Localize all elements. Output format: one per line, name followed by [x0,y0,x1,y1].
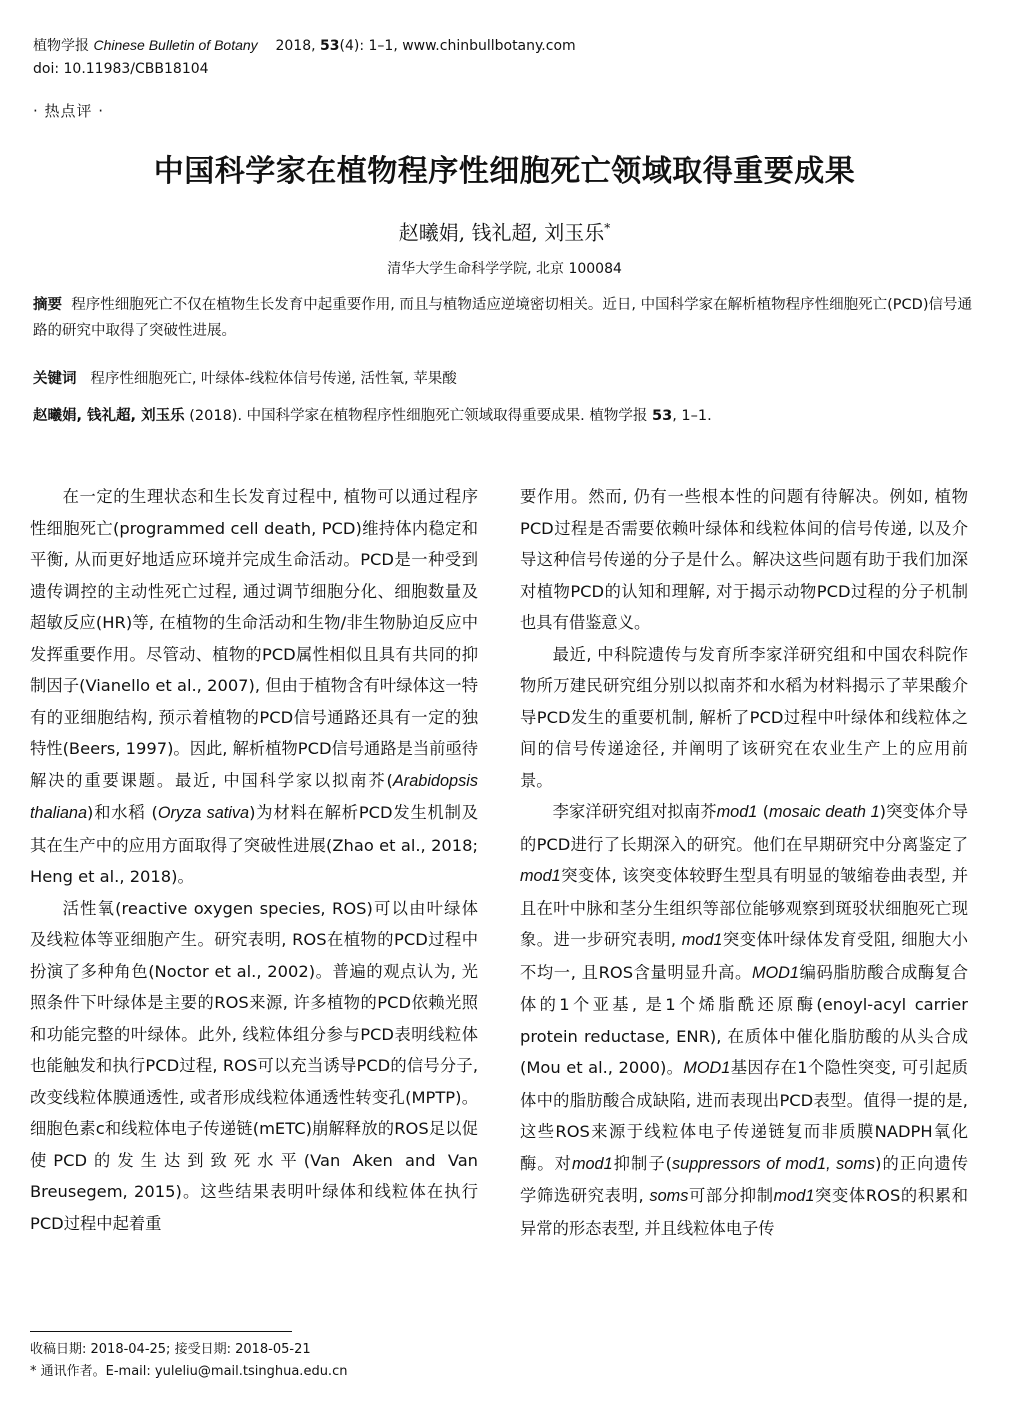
text-run: ( [757,802,769,821]
text-run: 可部分抑制 [688,1186,774,1205]
journal-name-cn: 植物学报 [33,38,89,54]
gene-name: mod1 [571,1154,613,1173]
journal-volume: 53 [320,38,340,54]
paragraph: 最近, 中科院遗传与发育所李家洋研究组和中国农科院作物所万建民研究组分别以拟南芥和水稻为材料揭示了苹果酸介导PCD发生的重要机制, 解析了PCD过程中叶绿体和线粒体之间的信号传递途径, 并阐明了该研究在农业生产上的应用前景。 [520,644,968,790]
authors [0,214,1009,247]
body-column-left [30,481,478,1239]
doi: doi: 10.11983/CBB18104 [33,61,209,77]
keywords-label: 关键词 [33,371,77,387]
gene-name: mod1 [716,803,758,821]
journal-issue-pages: (4): 1–1, www.chinbullbotany.com [339,38,576,54]
section-label: · 热点评 · [33,102,105,120]
abstract-text: 程序性细胞死亡不仅在植物生长发育中起重要作用, 而且与植物适应逆境密切相关。近日, 中国科学家在解析植物程序性细胞死亡(PCD)信号通路的研究中取得了突破性进展。 [33,297,972,339]
citation-volume: 53 [652,408,673,424]
corresponding-mark: * [604,221,611,235]
affiliation: 清华大学生命科学学院, 北京 100084 [387,261,622,277]
gene-name: mosaic death 1 [768,803,880,821]
gene-name: mod1 [773,1187,815,1205]
text-run: 突变体叶绿体发育受阻, 细胞大小不均一, 且ROS含量明显升高。 [520,930,968,982]
text-run: 抑制子( [612,1153,672,1173]
citation [33,403,973,429]
gene-name: soms [649,1187,689,1205]
paragraph: 要作用。然而, 仍有一些根本性的问题有待解决。例如, 植物PCD过程是否需要依赖叶绿体和线粒体间的信号传递, 以及介导这种信号传递的分子是什么。解决这些问题有助于我们加深对植物PCD的认知和理解, 对于揭示动物PCD过程的分子机制也具有借鉴意义。 [520,487,968,632]
text-run: )为材料在解析PCD发生机制及其在生产中的应用方面取得了突破性进展(Zhao et al., 2018; Heng et al., 2018)。 [30,803,479,886]
keywords-text: 程序性细胞死亡, 叶绿体-线粒体信号传递, 活性氧, 苹果酸 [90,371,457,387]
citation-text: (2018). 中国科学家在植物程序性细胞死亡领域取得重要成果. 植物学报 [189,408,648,424]
paragraph: 活性氧(reactive oxygen species, ROS)可以由叶绿体及线粒体等亚细胞产生。研究表明, ROS在植物的PCD过程中扮演了多种角色(Noctor et al., 2002)。普遍的观点认为, 光照条件下叶绿体是主要的ROS来源, 许多植物的PCD依赖光照和功能完整的叶绿体。此外, 线粒体组分参与PCD表明线粒体也能触发和执行PCD过程, ROS可以充当诱导PCD的信号分子, 改变线粒体膜通透性, 或者形成线粒体通透性转变孔(MPTP)。细胞色素c和线粒体电子传递链(mETC)崩解释放的ROS足以促使PCD的发生达到致死水平(Van Aken and Van Breusegem, 2015)。这些结果表明叶绿体和线粒体在执行PCD过程中起着重 [30,898,478,1233]
text-run: )突变体介导的PCD进行了长期深入的研究。他们在早期研究中分离鉴定了 [520,802,968,854]
abstract-label: 摘要 [33,297,62,313]
journal-name-en: Chinese Bulletin of Botany [93,37,258,53]
citation-pages: , 1–1. [672,408,712,424]
footnote-divider [30,1331,292,1332]
text-run: 突变体ROS的积累和异常的形态表型, 并且线粒体电子传 [520,1186,968,1238]
abstract [33,292,973,344]
received-accepted-dates: 收稿日期: 2018-04-25; 接受日期: 2018-05-21 [30,1342,311,1357]
journal-year: 2018, [275,38,316,54]
text-run: )的正向遗传学筛选研究表明, [520,1153,968,1205]
author-names: 赵曦娟, 钱礼超, 刘玉乐 [398,220,605,245]
gene-name: mod1 [520,867,561,885]
text-run: 李家洋研究组对拟南芥 [552,802,717,821]
text-run: 基因存在1个隐性突变, 可引起质体中的脂肪酸合成缺陷, 进而表现出PCD表型。值得一提的是, 这些ROS来源于线粒体电子传递链复而非质膜NADPH氧化酶。对 [520,1058,968,1173]
gene-name: mod1 [681,931,723,949]
article-title: 中国科学家在植物程序性细胞死亡领域取得重要成果 [153,154,856,189]
text-run: 在一定的生理状态和生长发育过程中, 植物可以通过程序性细胞死亡(programmed cell death, PCD)维持体内稳定和平衡, 从而更好地适应环境并完成生命活动。PCD是一种受到遗传调控的主动性死亡过程, 通过调节细胞分化、细胞数量及超敏反应(HR)等, 在植物的生命活动和生物/非生物胁迫反应中发挥重要作用。尽管动、植物的PCD属性相似且具有共同的抑制因子(Vianello et al., 2007), 但由于植物含有叶绿体这一特有的亚细胞结构, 预示着植物的PCD信号通路还具有一定的独特性(Beers, 1997)。因此, 解析植物PCD信号通路是当前亟待解决的重要课题。最近, 中国科学家以拟南芥( [30,487,479,790]
species-name: Oryza sativa [157,804,250,822]
text-run: 编码脂肪酸合成酶复合体的1个亚基, 是1个烯脂酰还原酶(enoyl-acyl carrier protein reductase, ENR), 在质体中催化脂肪酸的从头合成(Mou et al., 2000)。 [520,962,968,1077]
citation-authors: 赵曦娟, 钱礼超, 刘玉乐 [33,408,185,424]
species-name: Arabidopsis thaliana [30,771,478,822]
body-column-right [520,481,968,1244]
footnotes [30,1339,347,1383]
gene-name: MOD1 [751,963,799,982]
keywords [33,366,973,392]
text-run: 突变体, 该突变体较野生型具有明显的皱缩卷曲表型, 并且在叶中脉和茎分生组织等部位能够观察到斑驳状细胞死亡现象。进一步研究表明, [520,866,968,949]
paragraph [520,796,968,1244]
paragraph [30,481,478,893]
corresponding-author-email: * 通讯作者。E-mail: yuleliu@mail.tsinghua.edu.cn [30,1364,348,1379]
text-run: )和水稻 ( [87,803,158,822]
journal-header [33,36,576,55]
gene-name: MOD1 [683,1059,731,1077]
gene-name: suppressors of mod1, soms [672,1154,876,1173]
